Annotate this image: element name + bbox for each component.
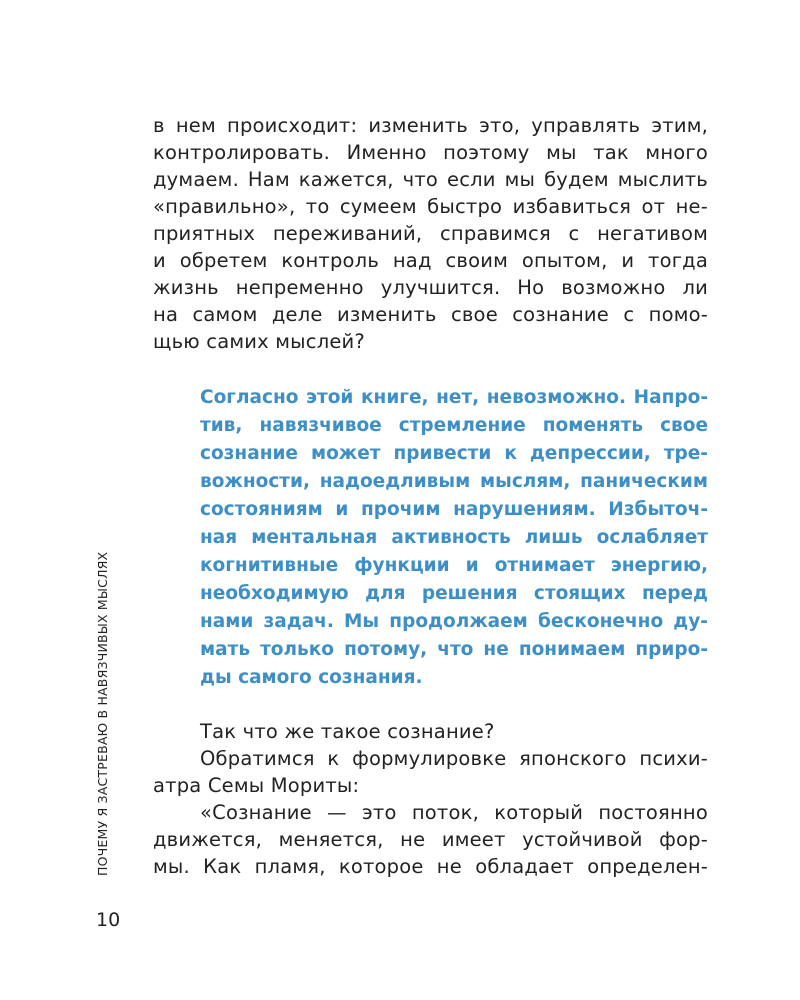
page-number: 10: [96, 909, 121, 931]
text-line: «Сознание — это поток, который постоянно: [200, 801, 708, 824]
highlight-line: Согласно этой книге, нет, невозможно. Напро-: [200, 387, 708, 408]
highlight-line: когнитивные функции и отнимает энергию,: [200, 555, 708, 576]
text-line: щью самих мыслей?: [153, 330, 365, 353]
text-line: на самом деле изменить свое сознание с помо-: [153, 303, 708, 326]
question-line: Так что же такое сознание?: [200, 720, 495, 743]
highlight-line: вожности, надоедливым мыслям, паническим: [200, 471, 708, 492]
highlight-line: сознание может привести к депрессии, тре-: [200, 443, 708, 464]
text-line: приятных переживаний, справимся с негативом: [153, 222, 708, 245]
text-line: Обратимся к формулировке японского психи-: [200, 747, 708, 770]
highlight-line: необходимую для решения стоящих перед: [200, 583, 708, 604]
text-line: думаем. Нам кажется, что если мы будем мыслить: [153, 168, 708, 191]
highlight-line: тив, навязчивое стремление поменять свое: [200, 415, 708, 436]
text-line: мы. Как пламя, которое не обладает определен-: [153, 855, 708, 878]
text-line: движется, меняется, не имеет устойчивой фор-: [153, 828, 708, 851]
text-line: «правильно», то сумеем быстро избавиться от не-: [153, 195, 708, 218]
text-line: в нем происходит: изменить это, управлять этим,: [153, 114, 708, 137]
highlight-line: ды самого сознания.: [200, 667, 423, 688]
text-line: и обретем контроль над своим опытом, и тогда: [153, 249, 708, 272]
highlight-line: нами задач. Мы продолжаем бесконечно ду-: [200, 611, 708, 632]
text-line: контролировать. Именно поэтому мы так много: [153, 141, 708, 164]
highlight-line: состояниям и прочим нарушениям. Избыточ-: [200, 499, 708, 520]
running-head: ПОЧЕМУ Я ЗАСТРЕВАЮ В НАВЯЗЧИВЫХ МЫСЛЯХ: [95, 551, 110, 876]
highlight-line: ная ментальная активность лишь ослабляет: [200, 527, 708, 548]
text-line: жизнь непременно улучшится. Но возможно ли: [153, 276, 708, 299]
highlight-line: мать только потому, что не понимаем приро-: [200, 639, 708, 660]
text-line: атра Семы Мориты:: [153, 774, 360, 797]
